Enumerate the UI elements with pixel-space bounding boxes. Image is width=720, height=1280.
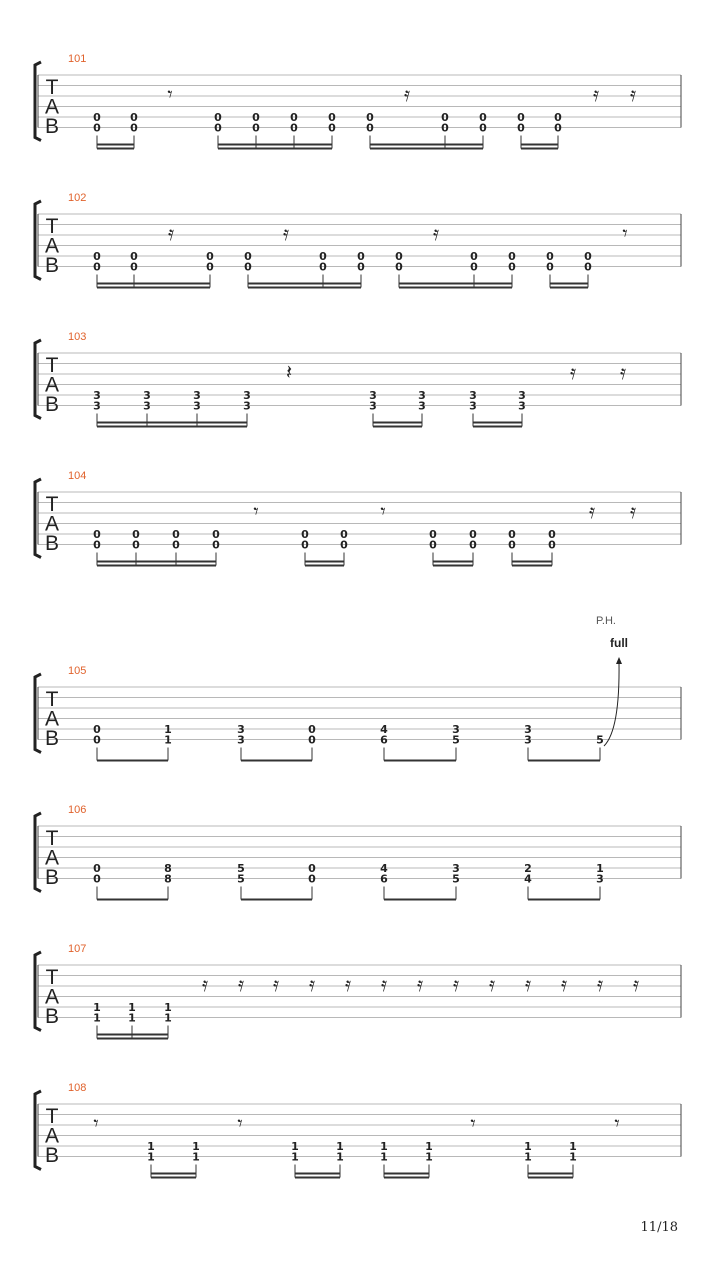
measure-number: 108 (68, 1082, 87, 1094)
sixteenth-rest: 𝄿 (403, 82, 411, 106)
fret-number: 4 (524, 872, 532, 886)
tab-clef-letter: T (45, 354, 59, 377)
fret-number: 0 (319, 250, 327, 263)
fret-number: 0 (357, 250, 365, 263)
fret-number: 1 (569, 1150, 577, 1164)
fret-number: 0 (470, 250, 478, 263)
fret-number: 8 (164, 862, 172, 875)
page-number: 11/18 (640, 1220, 678, 1235)
fret-number: 0 (308, 862, 316, 875)
fret-number: 5 (237, 872, 245, 886)
fret-number: 0 (93, 260, 101, 274)
fret-number: 0 (548, 538, 556, 552)
fret-number: 1 (147, 1140, 155, 1153)
fret-number: 0 (469, 528, 477, 541)
fret-number: 0 (357, 260, 365, 274)
fret-number: 0 (517, 111, 525, 124)
fret-number: 0 (546, 260, 554, 274)
fret-number: 0 (212, 528, 220, 541)
measure-number: 105 (68, 665, 87, 677)
fret-number: 3 (93, 389, 101, 402)
fret-number: 0 (429, 528, 437, 541)
eighth-rest: 𝄾 (380, 499, 386, 523)
fret-number: 1 (336, 1140, 344, 1153)
fret-number: 0 (252, 111, 260, 124)
sixteenth-rest: 𝄿 (452, 972, 460, 996)
tab-clef-letter: T (45, 966, 59, 989)
fret-number: 1 (524, 1150, 532, 1164)
fret-number: 0 (93, 538, 101, 552)
sixteenth-rest: 𝄿 (569, 360, 577, 384)
fret-number: 0 (508, 528, 516, 541)
fret-number: 0 (132, 528, 140, 541)
fret-number: 0 (212, 538, 220, 552)
fret-number: 0 (130, 250, 138, 263)
tab-clef-letter: B (44, 1144, 60, 1167)
fret-number: 3 (469, 399, 477, 413)
fret-number: 0 (328, 121, 336, 135)
fret-number: 0 (517, 121, 525, 135)
sixteenth-rest: 𝄿 (416, 972, 424, 996)
fret-number: 3 (596, 872, 604, 886)
staff-system-107 (35, 943, 681, 1039)
fret-number: 0 (508, 538, 516, 552)
measure-number: 106 (68, 804, 87, 816)
bend-arrow-icon (616, 657, 622, 664)
fret-number: 3 (237, 733, 245, 747)
tab-clef-letter: T (45, 76, 59, 99)
sixteenth-rest: 𝄿 (237, 972, 245, 996)
tab-clef-letter: T (45, 827, 59, 850)
bend-curve (604, 662, 619, 746)
tab-clef-letter: A (44, 1124, 60, 1148)
sixteenth-rest: 𝄿 (524, 972, 532, 996)
fret-number: 0 (508, 260, 516, 274)
fret-number: 3 (452, 723, 460, 736)
fret-number: 0 (93, 872, 101, 886)
fret-number: 6 (380, 733, 388, 747)
fret-number: 3 (524, 733, 532, 747)
eighth-rest: 𝄾 (167, 82, 173, 106)
fret-number: 0 (244, 260, 252, 274)
measure-number: 103 (68, 331, 87, 343)
fret-number: 5 (452, 733, 460, 747)
tab-clef-letter: B (44, 727, 60, 750)
fret-number: 1 (192, 1150, 200, 1164)
fret-number: 0 (308, 723, 316, 736)
dotted-quarter-rest: 𝄽 (285, 360, 293, 384)
fret-number: 1 (164, 733, 172, 747)
fret-number: 0 (584, 260, 592, 274)
fret-number: 0 (584, 250, 592, 263)
fret-number: 4 (380, 723, 388, 736)
tab-clef-letter: A (44, 846, 60, 870)
sixteenth-rest: 𝄿 (588, 499, 596, 523)
fret-number: 0 (340, 528, 348, 541)
fret-number: 1 (128, 1011, 136, 1025)
measure-number: 107 (68, 943, 87, 955)
fret-number: 0 (301, 538, 309, 552)
fret-number: 0 (340, 538, 348, 552)
eighth-rest: 𝄾 (237, 1111, 243, 1135)
fret-number: 0 (395, 250, 403, 263)
sixteenth-rest: 𝄿 (560, 972, 568, 996)
fret-number: 3 (193, 399, 201, 413)
fret-number: 0 (395, 260, 403, 274)
eighth-rest: 𝄾 (470, 1111, 476, 1135)
sixteenth-rest: 𝄿 (282, 221, 290, 245)
fret-number: 1 (147, 1150, 155, 1164)
fret-number: 4 (380, 862, 388, 875)
fret-number: 5 (452, 872, 460, 886)
staff-system-104 (35, 470, 681, 566)
sixteenth-rest: 𝄿 (632, 972, 640, 996)
fret-number: 3 (469, 389, 477, 402)
fret-number: 0 (546, 250, 554, 263)
tab-clef-letter: B (44, 1005, 60, 1028)
fret-number: 0 (130, 111, 138, 124)
fret-number: 3 (369, 389, 377, 402)
fret-number: 0 (508, 250, 516, 263)
tab-clef-letter: A (44, 373, 60, 397)
fret-number: 3 (143, 399, 151, 413)
staff-system-106 (35, 804, 681, 900)
fret-number: 0 (308, 872, 316, 886)
fret-number: 0 (366, 111, 374, 124)
sixteenth-rest: 𝄿 (344, 972, 352, 996)
fret-number: 3 (524, 723, 532, 736)
fret-number: 0 (470, 260, 478, 274)
fret-number: 2 (524, 862, 532, 875)
fret-number: 0 (479, 111, 487, 124)
fret-number: 3 (193, 389, 201, 402)
fret-number: 1 (164, 723, 172, 736)
tab-clef-letter: T (45, 215, 59, 238)
fret-number: 3 (452, 862, 460, 875)
fret-number: 3 (243, 389, 251, 402)
fret-number: 0 (172, 528, 180, 541)
fret-number: 0 (132, 538, 140, 552)
fret-number: 1 (380, 1140, 388, 1153)
fret-number: 6 (380, 872, 388, 886)
fret-number: 0 (290, 121, 298, 135)
sixteenth-rest: 𝄿 (308, 972, 316, 996)
fret-number: 1 (425, 1140, 433, 1153)
fret-number: 0 (479, 121, 487, 135)
tab-clef-letter: A (44, 512, 60, 536)
sixteenth-rest: 𝄿 (488, 972, 496, 996)
palm-harmonic-label: P.H. (596, 615, 616, 627)
fret-number: 0 (252, 121, 260, 135)
tab-clef-letter: B (44, 532, 60, 555)
fret-number: 0 (429, 538, 437, 552)
eighth-rest: 𝄾 (253, 499, 259, 523)
fret-number: 0 (93, 250, 101, 263)
tab-clef-letter: B (44, 254, 60, 277)
fret-number: 3 (93, 399, 101, 413)
fret-number: 0 (319, 260, 327, 274)
tab-clef-letter: A (44, 985, 60, 1009)
measure-number: 102 (68, 192, 87, 204)
tab-clef-letter: A (44, 95, 60, 119)
fret-number: 0 (290, 111, 298, 124)
fret-number: 3 (143, 389, 151, 402)
tab-clef-letter: B (44, 393, 60, 416)
fret-number: 3 (237, 723, 245, 736)
staff-system-103 (35, 331, 681, 427)
fret-number: 0 (130, 121, 138, 135)
fret-number: 0 (308, 733, 316, 747)
fret-number: 1 (128, 1001, 136, 1014)
tab-clef-letter: T (45, 493, 59, 516)
fret-number: 1 (164, 1011, 172, 1025)
fret-number: 3 (243, 399, 251, 413)
fret-number: 5 (596, 733, 604, 747)
sixteenth-rest: 𝄿 (596, 972, 604, 996)
fret-number: 0 (469, 538, 477, 552)
sixteenth-rest: 𝄿 (619, 360, 627, 384)
fret-number: 0 (172, 538, 180, 552)
fret-number: 0 (554, 121, 562, 135)
sixteenth-rest: 𝄿 (432, 221, 440, 245)
fret-number: 1 (524, 1140, 532, 1153)
fret-number: 1 (164, 1001, 172, 1014)
measure-number: 104 (68, 470, 87, 482)
fret-number: 1 (192, 1140, 200, 1153)
fret-number: 0 (93, 733, 101, 747)
fret-number: 0 (130, 260, 138, 274)
sixteenth-rest: 𝄿 (592, 82, 600, 106)
sixteenth-rest: 𝄿 (167, 221, 175, 245)
sixteenth-rest: 𝄿 (272, 972, 280, 996)
fret-number: 3 (418, 389, 426, 402)
fret-number: 0 (206, 260, 214, 274)
eighth-rest: 𝄾 (614, 1111, 620, 1135)
tab-clef-letter: B (44, 866, 60, 889)
fret-number: 0 (214, 121, 222, 135)
sixteenth-rest: 𝄿 (629, 499, 637, 523)
sixteenth-rest: 𝄿 (629, 82, 637, 106)
eighth-rest: 𝄾 (622, 221, 628, 245)
fret-number: 1 (336, 1150, 344, 1164)
eighth-rest: 𝄾 (93, 1111, 99, 1135)
fret-number: 3 (369, 399, 377, 413)
fret-number: 5 (237, 862, 245, 875)
fret-number: 0 (548, 528, 556, 541)
fret-number: 0 (244, 250, 252, 263)
fret-number: 0 (554, 111, 562, 124)
fret-number: 1 (380, 1150, 388, 1164)
fret-number: 0 (93, 862, 101, 875)
fret-number: 0 (366, 121, 374, 135)
staff-system-108 (35, 1082, 681, 1178)
fret-number: 8 (164, 872, 172, 886)
fret-number: 1 (291, 1140, 299, 1153)
fret-number: 3 (418, 399, 426, 413)
fret-number: 1 (93, 1011, 101, 1025)
fret-number: 0 (93, 111, 101, 124)
fret-number: 1 (569, 1140, 577, 1153)
fret-number: 0 (441, 121, 449, 135)
fret-number: 1 (596, 862, 604, 875)
fret-number: 0 (93, 121, 101, 135)
fret-number: 0 (206, 250, 214, 263)
fret-number: 1 (93, 1001, 101, 1014)
fret-number: 0 (328, 111, 336, 124)
staff-system-101 (35, 53, 681, 149)
tab-clef-letter: T (45, 1105, 59, 1128)
fret-number: 0 (301, 528, 309, 541)
fret-number: 0 (441, 111, 449, 124)
sixteenth-rest: 𝄿 (201, 972, 209, 996)
sixteenth-rest: 𝄿 (380, 972, 388, 996)
tab-clef-letter: A (44, 707, 60, 731)
fret-number: 0 (93, 528, 101, 541)
fret-number: 3 (518, 389, 526, 402)
tab-clef-letter: T (45, 688, 59, 711)
fret-number: 1 (425, 1150, 433, 1164)
fret-number: 0 (214, 111, 222, 124)
staff-system-102 (35, 192, 681, 288)
measure-number: 101 (68, 53, 87, 65)
tab-clef-letter: A (44, 234, 60, 258)
staff-system-105 (35, 615, 681, 761)
fret-number: 1 (291, 1150, 299, 1164)
fret-number: 3 (518, 399, 526, 413)
fret-number: 0 (93, 723, 101, 736)
bend-amount-label: full (610, 636, 628, 650)
tab-clef-letter: B (44, 115, 60, 138)
